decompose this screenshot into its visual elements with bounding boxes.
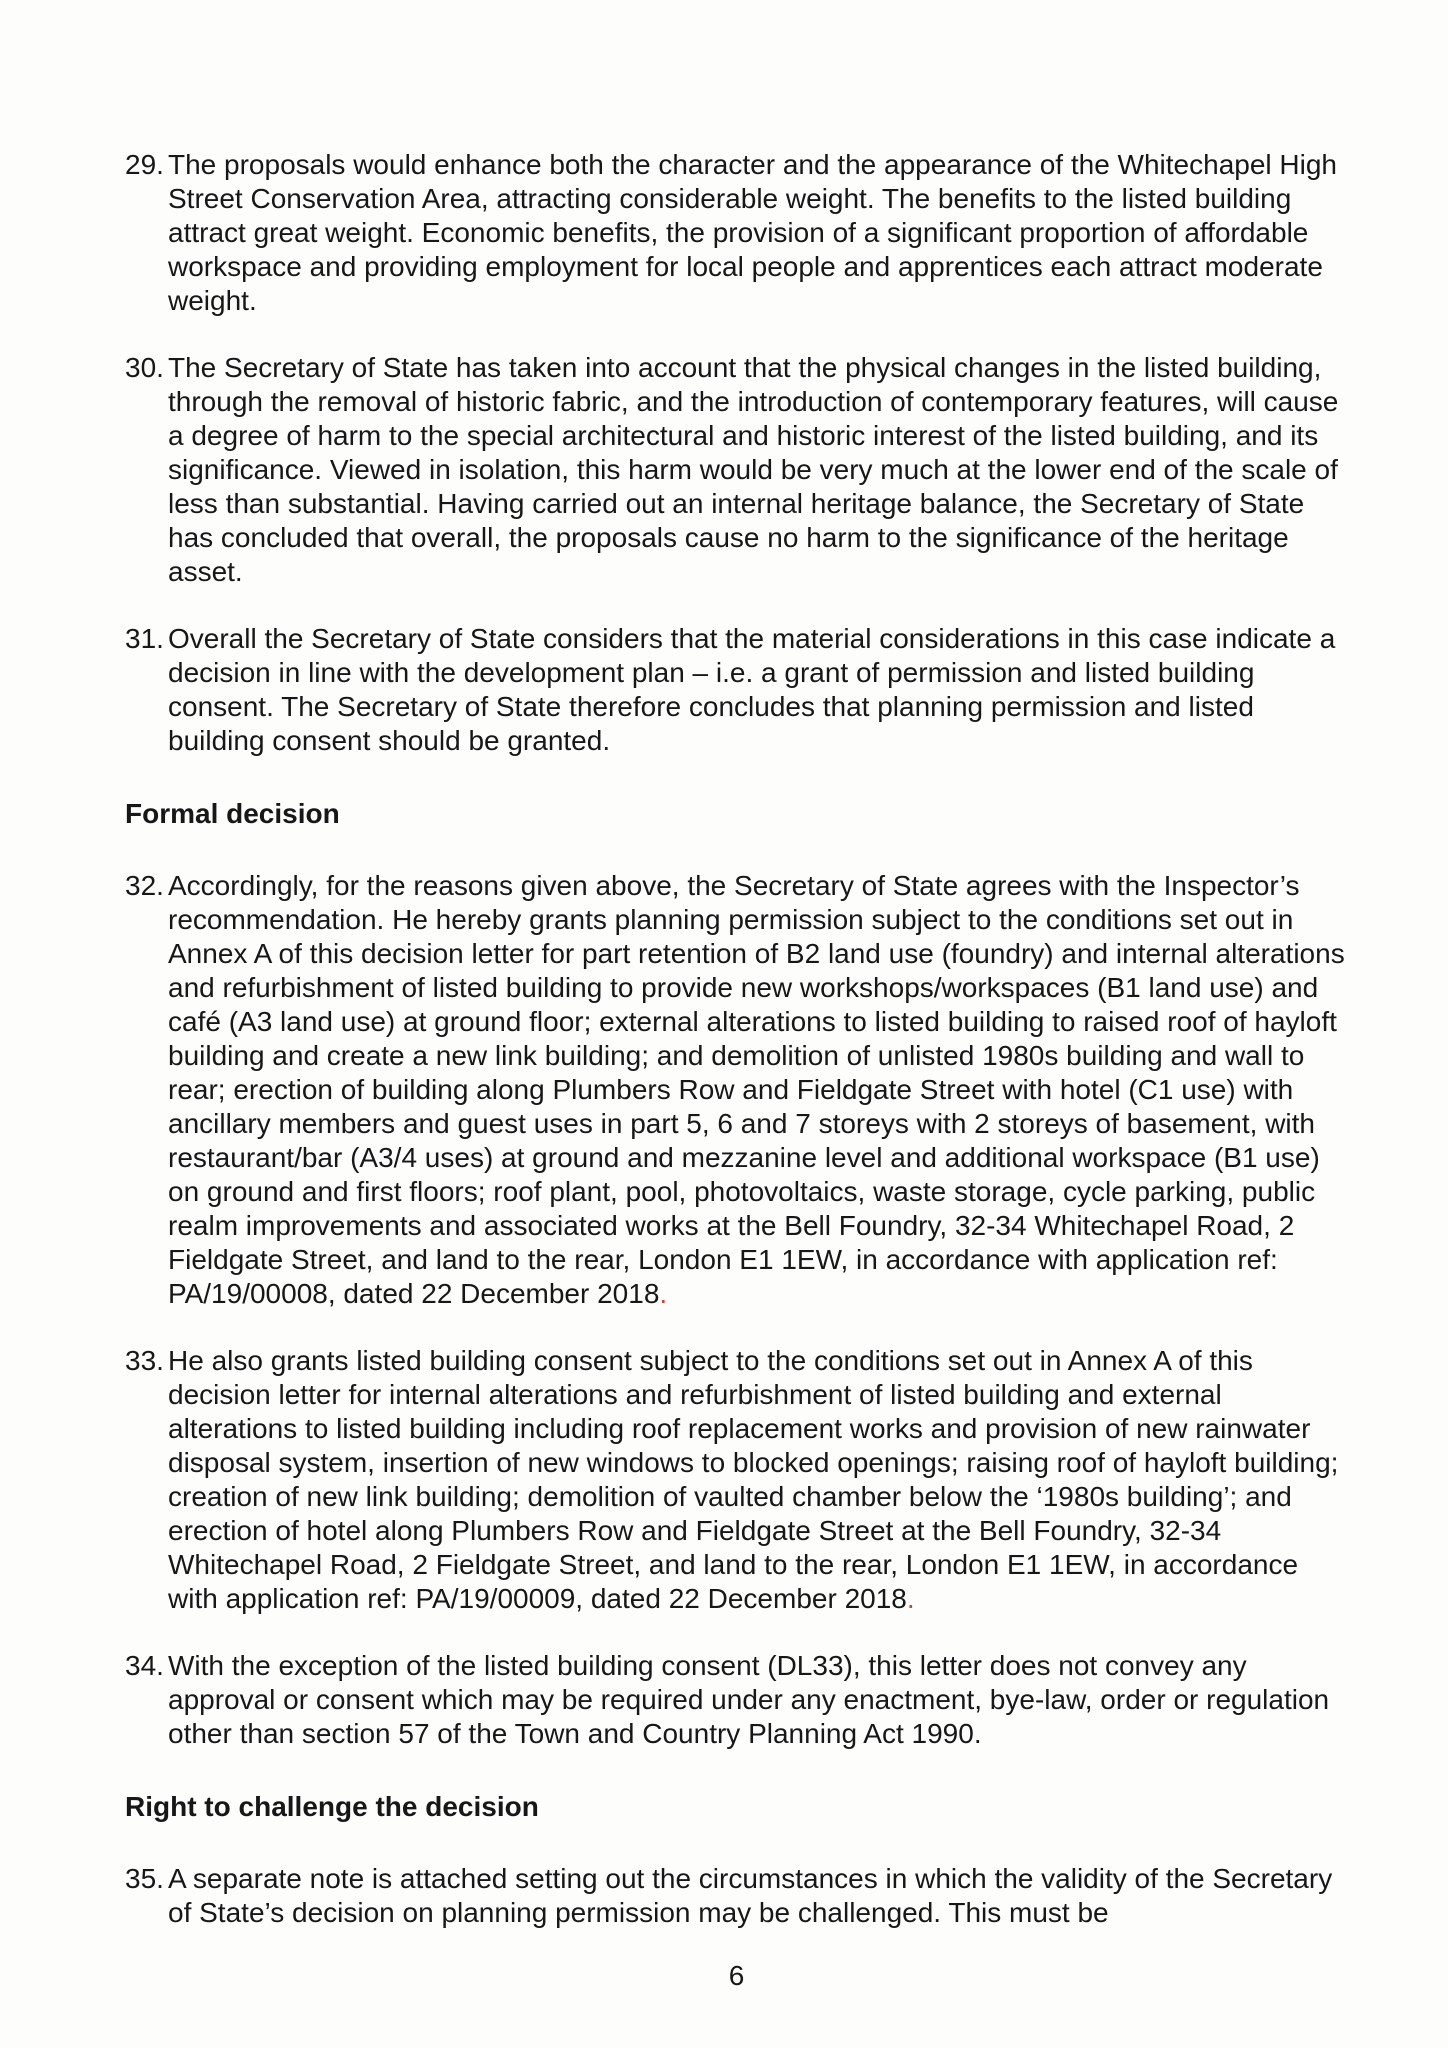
red-period: . (659, 1278, 668, 1309)
numbered-paragraph (125, 148, 1348, 318)
paragraph-text (168, 1344, 1348, 1616)
paragraph-text-body: Accordingly, for the reasons given above, the Secretary of State agrees with the Inspector’s recommendation. He hereby grants planning permission subject to the conditions set out in Annex A of this decision letter for part retention of B2 land use (foundry) and internal alterations and refurbishment of listed building to provide new workshops/workspaces (B1 land use) and café (A3 land use) at ground floor; external alterations to listed building to raised roof of hayloft building and create a new link building; and demolition of unlisted 1980s building and wall to rear; erection of building along Plumbers Row and Fieldgate Street with hotel (C1 use) with ancillary members and guest uses in part 5, 6 and 7 storeys with 2 storeys of basement, with restaurant/bar (A3/4 uses) at ground and mezzanine level and additional workspace (B1 use) on ground and first floors; roof plant, pool, photovoltaics, waste storage, cycle parking, public realm improvements and associated works at the Bell Foundry, 32-34 Whitechapel Road, 2 Fieldgate Street, and land to the rear, London E1 1EW, in accordance with application ref: PA/19/00008, dated 22 December 2018 (168, 870, 1345, 1309)
paragraph-text-body: A separate note is attached setting out the circumstances in which the validity of the Secretary of State’s decision on planning permission may be challenged. This must be (168, 1863, 1333, 1928)
numbered-paragraph (125, 351, 1348, 589)
paragraph-text-body: Overall the Secretary of State considers that the material considerations in this case indicate a decision in line with the development plan – i.e. a grant of permission and listed building consent. The Secretary of State therefore concludes that planning permission and listed building consent should be granted. (168, 623, 1336, 756)
section-heading: Right to challenge the decision (125, 1791, 539, 1822)
paragraph-text-body: The Secretary of State has taken into account that the physical changes in the listed building, through the removal of historic fabric, and the introduction of contemporary features, will cause a degree of harm to the special architectural and historic interest of the listed building, and its significance. Viewed in isolation, this harm would be very much at the lower end of the scale of less than substantial. Having carried out an internal heritage balance, the Secretary of State has concluded that overall, the proposals cause no harm to the significance of the heritage asset. (168, 352, 1339, 587)
paragraph-text (168, 351, 1348, 589)
paragraph-number: 30. (125, 352, 164, 383)
paragraph-number: 29. (125, 149, 164, 180)
numbered-paragraph (125, 1649, 1348, 1751)
paragraph-text-body: He also grants listed building consent subject to the conditions set out in Annex A of this decision letter for internal alterations and refurbishment of listed building and external alterations to listed building including roof replacement works and provision of new rainwater disposal system, insertion of new windows to blocked openings; raising roof of hayloft building; creation of new link building; demolition of vaulted chamber below the ‘1980s building’; and erection of hotel along Plumbers Row and Fieldgate Street at the Bell Foundry, 32-34 Whitechapel Road, 2 Fieldgate Street, and land to the rear, London E1 1EW, in accordance with application ref: PA/19/00009, dated 22 December 2018 (168, 1345, 1339, 1614)
section-heading: Formal decision (125, 798, 340, 829)
document-body (125, 148, 1348, 1993)
paragraph-text-body: The proposals would enhance both the character and the appearance of the Whitechapel High Street Conservation Area, attracting considerable weight. The benefits to the listed building attract great weight. Economic benefits, the provision of a significant proportion of affordable workspace and providing employment for local people and apprentices each attract moderate weight. (168, 149, 1337, 316)
paragraph-text (168, 622, 1348, 758)
paragraph-number: 35. (125, 1863, 164, 1894)
paragraph-number: 33. (125, 1345, 164, 1376)
paragraph-text (168, 1862, 1348, 1930)
paragraph-number: 32. (125, 870, 164, 901)
red-period: . (906, 1583, 915, 1614)
paragraph-text (168, 148, 1348, 318)
paragraph-number: 31. (125, 623, 164, 654)
paragraph-text (168, 1649, 1348, 1751)
page-number: 6 (728, 1960, 745, 1991)
paragraph-number: 34. (125, 1650, 164, 1681)
numbered-paragraph (125, 622, 1348, 758)
numbered-paragraph (125, 869, 1348, 1311)
numbered-paragraph (125, 1344, 1348, 1616)
paragraph-text-body: With the exception of the listed building consent (DL33), this letter does not convey any approval or consent which may be required under any enactment, bye-law, order or regulation other than section 57 of the Town and Country Planning Act 1990. (168, 1650, 1330, 1749)
numbered-paragraph (125, 1862, 1348, 1930)
paragraph-text (168, 869, 1348, 1311)
